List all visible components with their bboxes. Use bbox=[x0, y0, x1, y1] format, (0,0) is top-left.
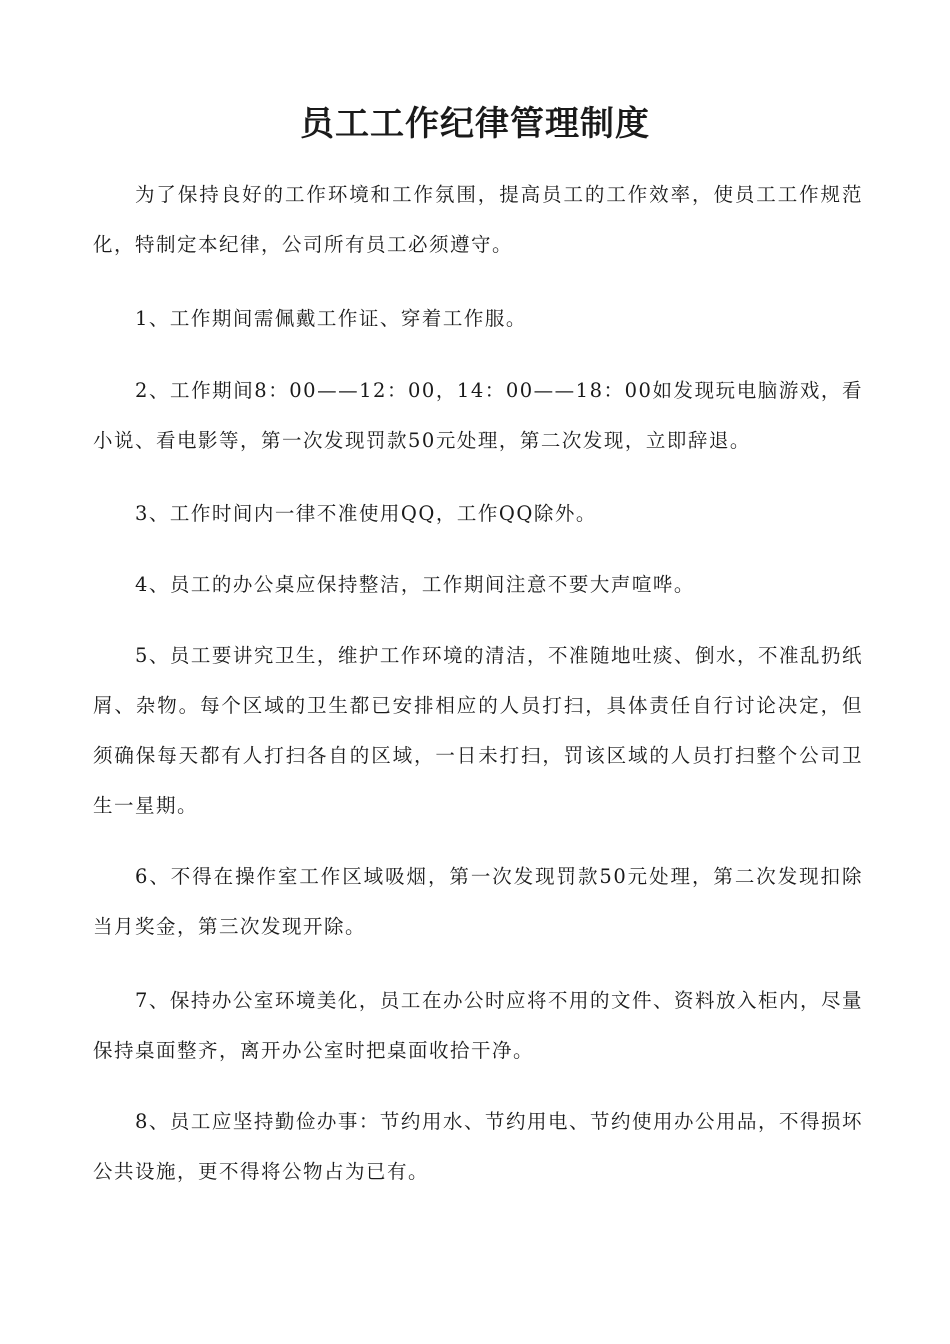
rule-8: 8、员工应坚持勤俭办事：节约用水、节约用电、节约使用办公用品，不得损坏公共设施，更不得将公物占为已有。 bbox=[93, 1110, 863, 1183]
rule-4: 4、员工的办公桌应保持整洁，工作期间注意不要大声喧哗。 bbox=[135, 573, 695, 596]
intro-paragraph: 为了保持良好的工作环境和工作氛围，提高员工的工作效率，使员工工作规范化，特制定本纪律，公司所有员工必须遵守。 bbox=[93, 183, 863, 256]
rule-3: 3、工作时间内一律不准使用QQ，工作QQ除外。 bbox=[135, 502, 597, 525]
rule-5: 5、员工要讲究卫生，维护工作环境的清洁，不准随地吐痰、倒水，不准乱扔纸屑、杂物。每个区域的卫生都已安排相应的人员打扫，具体责任自行讨论决定，但须确保每天都有人打扫各自的区域，一日未打扫，罚该区域的人员打扫整个公司卫生一星期。 bbox=[93, 644, 863, 817]
document-title: 员工工作纪律管理制度 bbox=[300, 104, 650, 144]
rule-2: 2、工作期间8：00——12：00，14：00——18：00如发现玩电脑游戏，看小说、看电影等，第一次发现罚款50元处理，第二次发现，立即辞退。 bbox=[93, 379, 863, 452]
rule-7: 7、保持办公室环境美化，员工在办公时应将不用的文件、资料放入柜内，尽量保持桌面整齐，离开办公室时把桌面收拾干净。 bbox=[93, 989, 863, 1062]
rule-6: 6、不得在操作室工作区域吸烟，第一次发现罚款50元处理，第二次发现扣除当月奖金，第三次发现开除。 bbox=[93, 865, 863, 938]
rule-1: 1、工作期间需佩戴工作证、穿着工作服。 bbox=[135, 307, 527, 330]
